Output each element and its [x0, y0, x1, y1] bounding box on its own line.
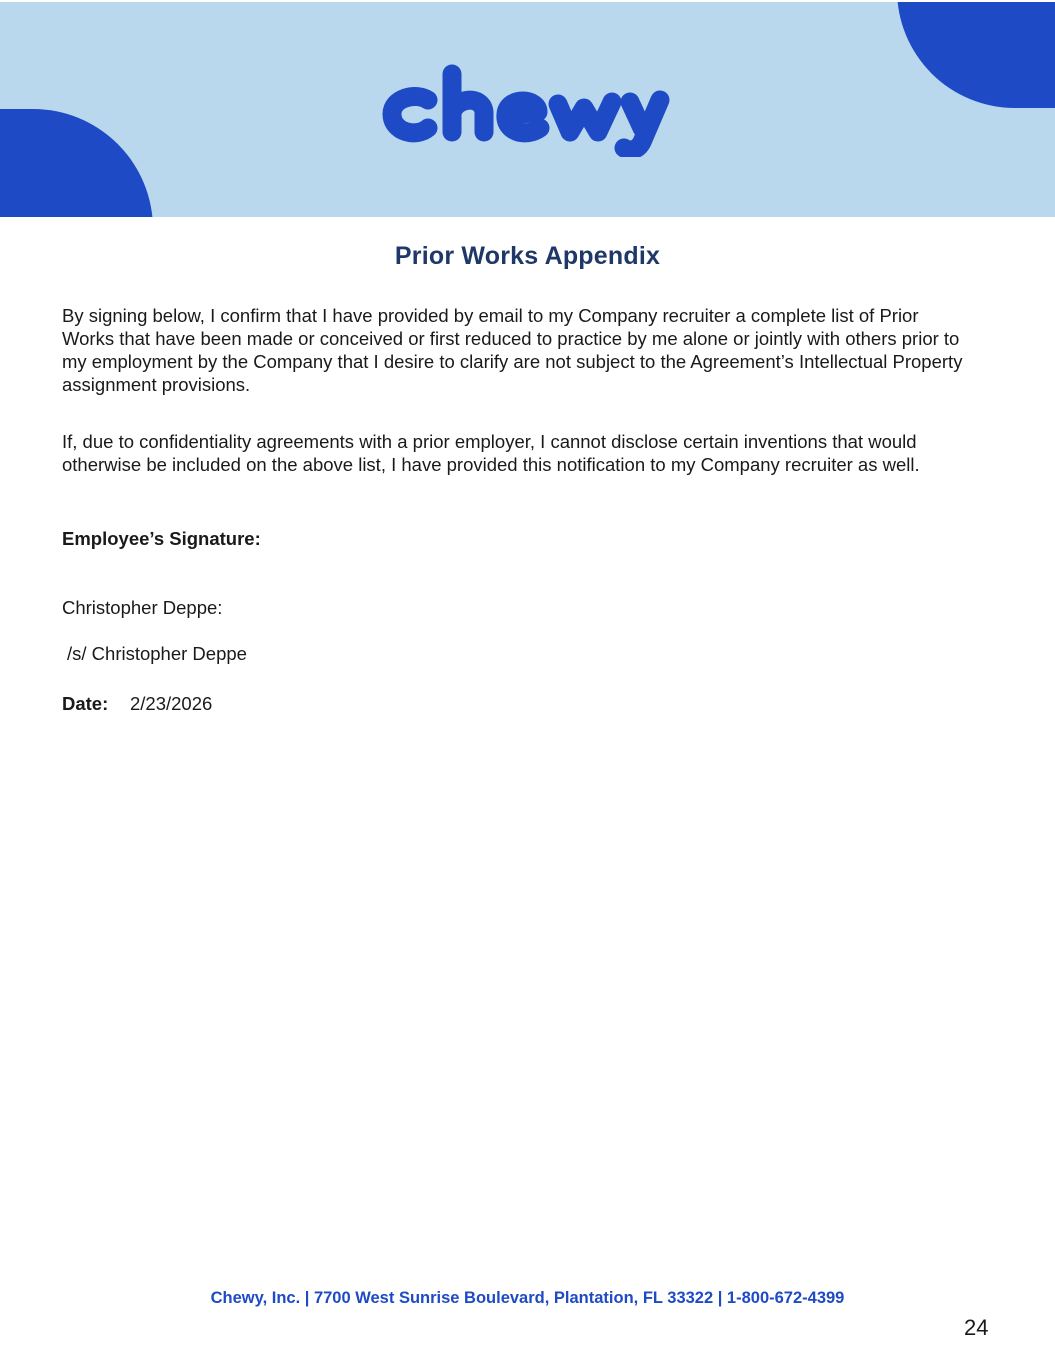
page-number: 24 [964, 1315, 989, 1340]
confidentiality-paragraph: If, due to confidentiality agreements with a prior employer, I cannot disclose certain inventions that would otherwise be included on the above list, I have provided this notification to my Company recruiter as well. [62, 431, 920, 475]
date-row [62, 693, 212, 715]
date-value: 2/23/2026 [130, 693, 213, 714]
header-banner [0, 2, 1055, 217]
confirmation-paragraph: By signing below, I confirm that I have provided by email to my Company recruiter a complete list of Prior Works that have been made or conceived or first reduced to practice by me alone or jointly with others prior to my employment by the Company that I desire to clarify are not subject to the Agreement’s Intellectual Property assignment provisions. [62, 305, 963, 395]
employee-signature-label: Employee’s Signature: [62, 528, 261, 549]
signature-text: /s/ Christopher Deppe [67, 643, 247, 664]
page-title: Prior Works Appendix [394, 242, 661, 270]
decorative-shape-right [897, 2, 1055, 108]
decorative-shape-left [0, 109, 153, 217]
signer-name: Christopher Deppe: [62, 597, 223, 618]
chewy-logo [380, 52, 675, 157]
date-label: Date: [62, 693, 109, 714]
footer-address: Chewy, Inc. | 7700 West Sunrise Boulevard, Plantation, FL 33322 | 1-800-672-4399 [210, 1289, 845, 1307]
